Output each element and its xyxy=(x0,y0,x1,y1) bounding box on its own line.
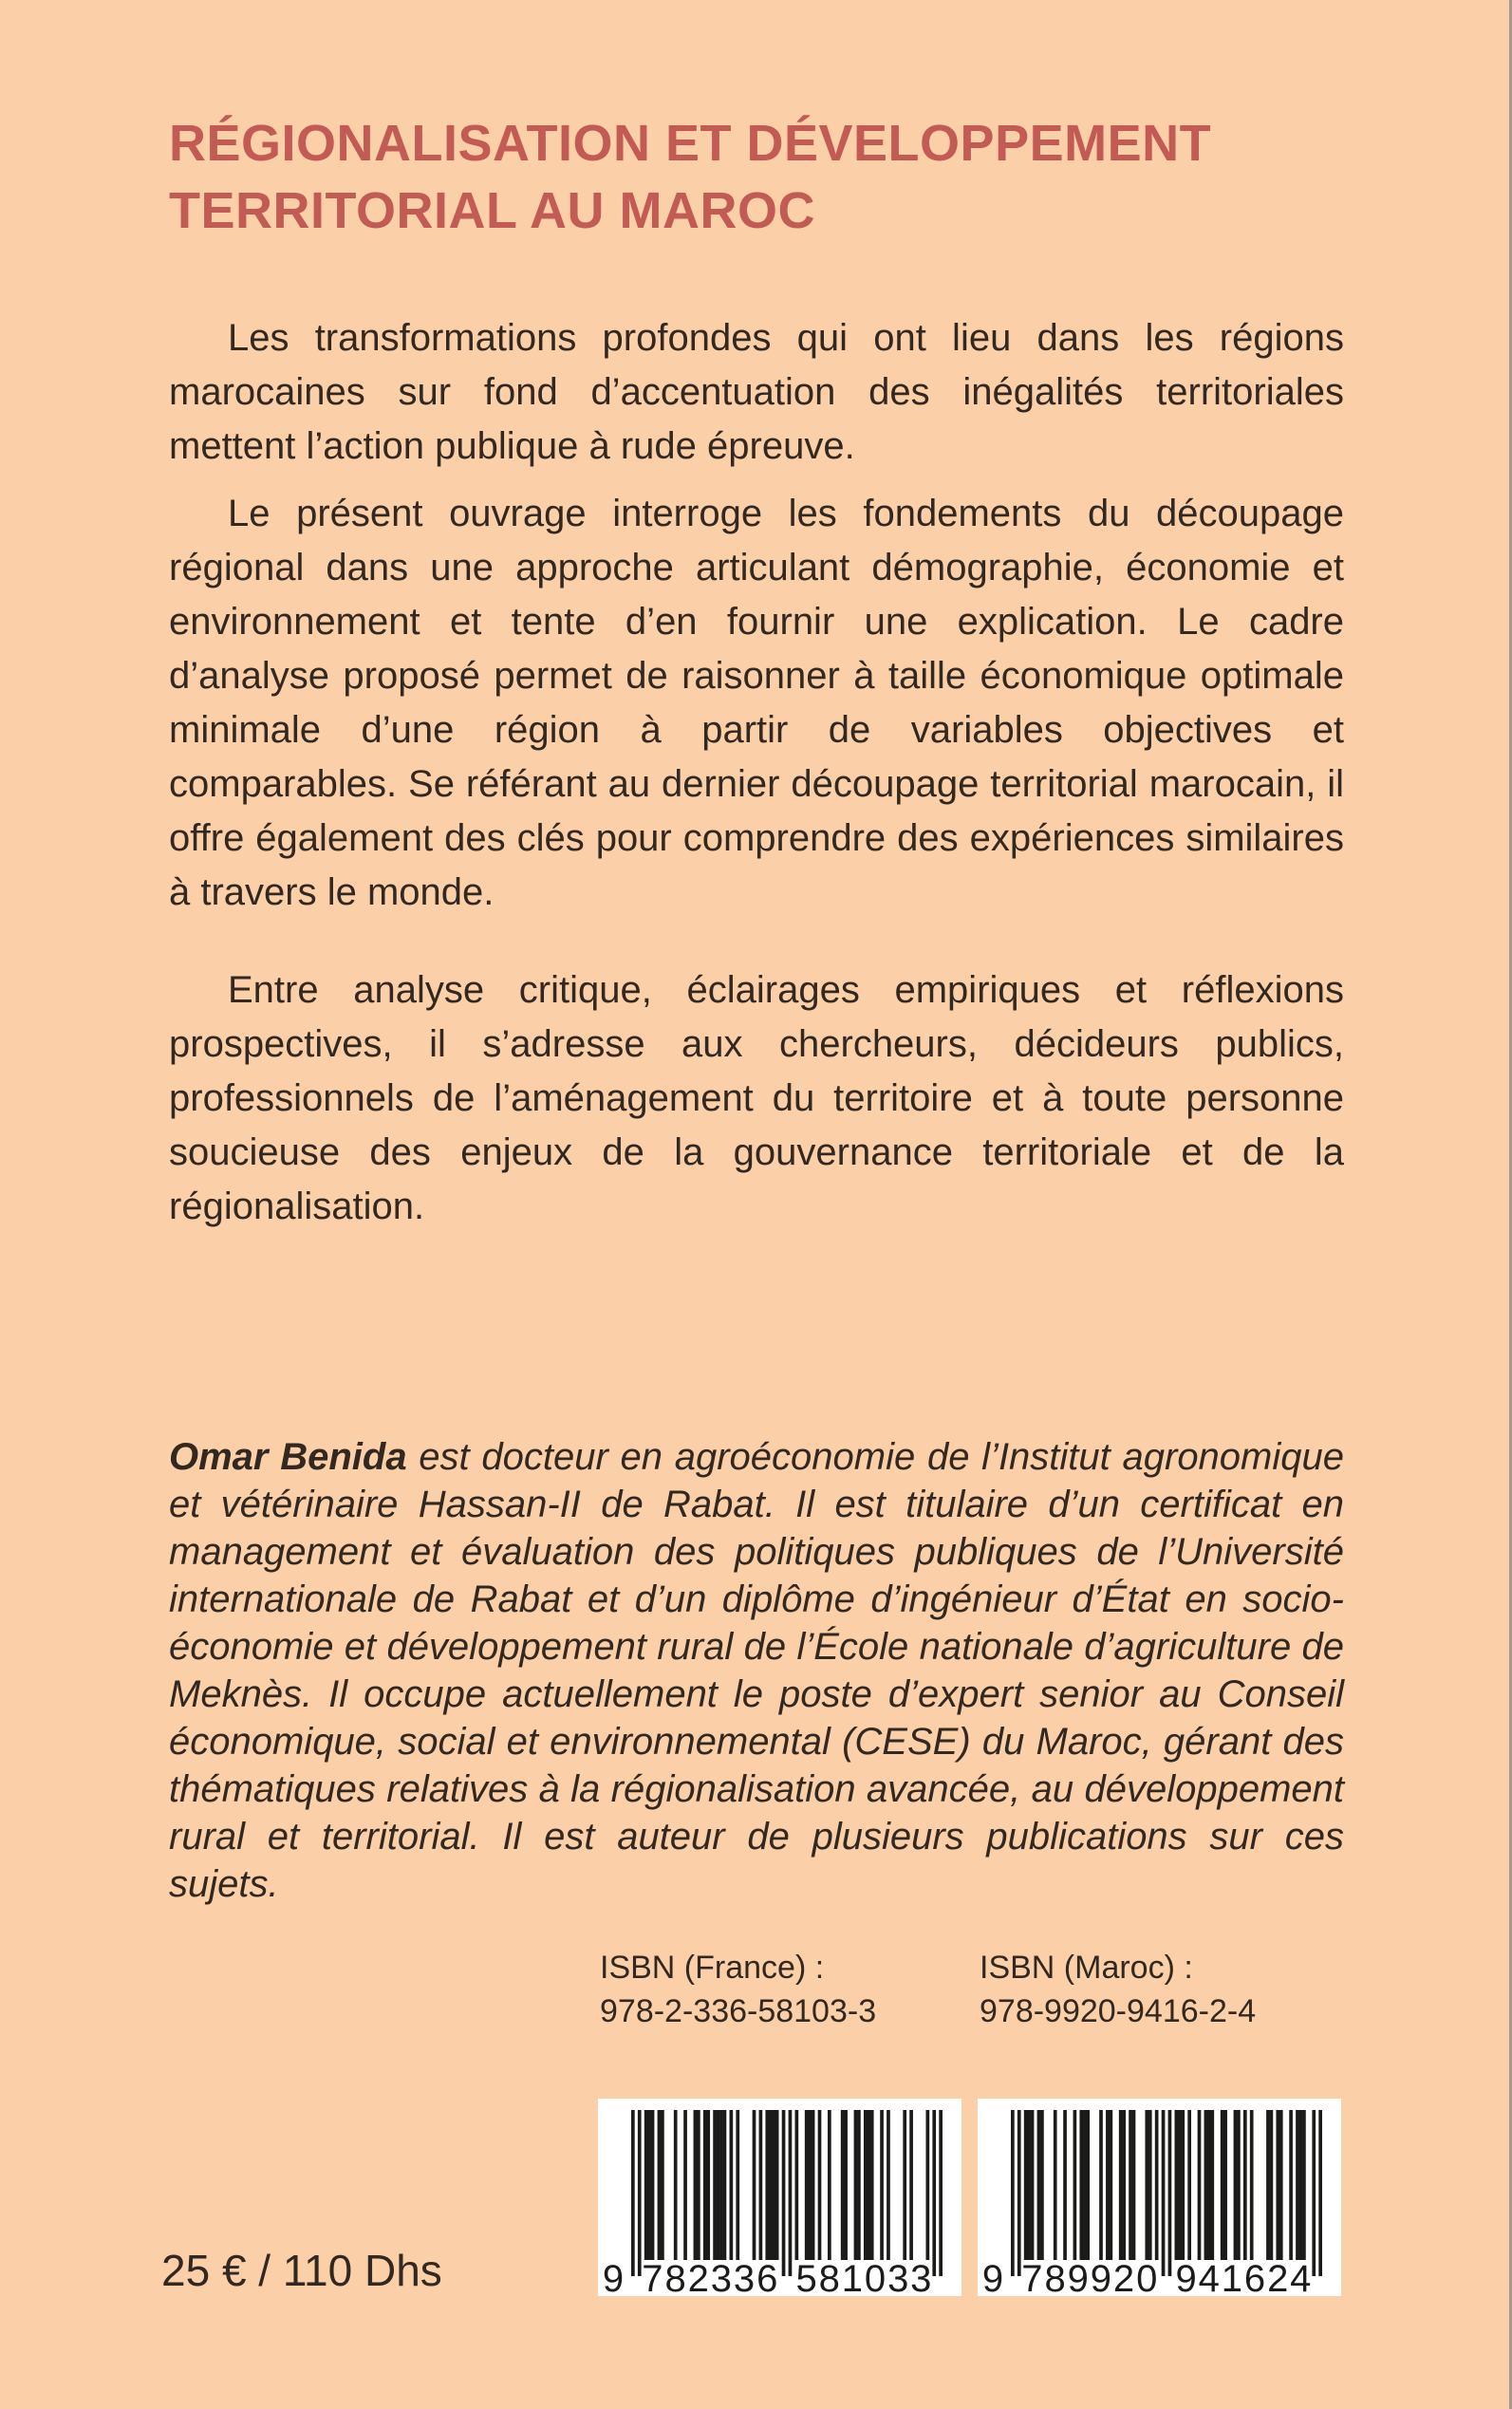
svg-text:7: 7 xyxy=(1021,2258,1043,2296)
svg-text:3: 3 xyxy=(710,2258,733,2296)
svg-text:0: 0 xyxy=(1136,2258,1158,2296)
svg-text:4: 4 xyxy=(1290,2258,1312,2296)
svg-text:9: 9 xyxy=(981,2258,1004,2296)
svg-text:1: 1 xyxy=(1221,2258,1243,2296)
svg-text:2: 2 xyxy=(687,2258,709,2296)
blurb-paragraph-3: Entre analyse critique, éclairages empiriques et réflexions prospectives, il s’adresse aux chercheurs, décideurs publics, professionnels de l’aménagement du territoire et à toute personne soucieuse des enjeux de la gouvernance territoriale et de la régionalisation. xyxy=(169,969,1344,1227)
svg-text:9: 9 xyxy=(602,2258,625,2296)
svg-text:6: 6 xyxy=(756,2258,778,2296)
barcode-france xyxy=(598,2099,961,2296)
svg-text:4: 4 xyxy=(1198,2258,1220,2296)
svg-text:9: 9 xyxy=(1175,2258,1197,2296)
blurb-paragraph-1: Les transformations profondes qui ont lieu dans les régions marocaines sur fond d’accentuation des inégalités territoriales mettent l’action publique à rude épreuve. xyxy=(169,317,1344,467)
book-title-line-2: TERRITORIAL AU MAROC xyxy=(169,182,815,239)
author-name: Omar Benida xyxy=(169,1436,407,1478)
svg-text:1: 1 xyxy=(841,2258,864,2296)
svg-text:0: 0 xyxy=(864,2258,887,2296)
svg-text:6: 6 xyxy=(1243,2258,1266,2296)
svg-text:8: 8 xyxy=(818,2258,840,2296)
svg-text:9: 9 xyxy=(1067,2258,1089,2296)
isbn-maroc-label: ISBN (Maroc) : xyxy=(980,1950,1193,1986)
svg-text:5: 5 xyxy=(795,2258,817,2296)
isbn-france-number: 978-2-336-58103-3 xyxy=(600,1993,877,2029)
isbn-maroc-number: 978-9920-9416-2-4 xyxy=(980,1993,1257,2029)
author-bio xyxy=(169,1433,1344,1908)
price-label: 25 € / 110 Dhs xyxy=(161,2246,442,2295)
isbn-maroc-block xyxy=(980,1946,1256,2033)
blurb-paragraph-2: Le présent ouvrage interroge les fondements du découpage régional dans une approche articulant démographie, économie et environnement et tente d’en fournir une explication. Le cadre d’analyse proposé permet de raisonner à taille économique optimale minimale d’une région à partir de variables objectives et comparables. Se référant au dernier découpage territorial marocain, il offre également des clés pour comprendre des expériences similaires à travers le monde. xyxy=(169,493,1344,913)
svg-text:8: 8 xyxy=(664,2258,686,2296)
svg-text:2: 2 xyxy=(1267,2258,1289,2296)
book-title-line-1: RÉGIONALISATION ET DÉVELOPPEMENT xyxy=(169,115,1212,172)
svg-text:7: 7 xyxy=(642,2258,663,2296)
svg-text:9: 9 xyxy=(1090,2258,1112,2296)
svg-text:2: 2 xyxy=(1112,2258,1135,2296)
isbn-france-block xyxy=(600,1946,876,2033)
svg-text:8: 8 xyxy=(1044,2258,1066,2296)
barcode-maroc xyxy=(978,2099,1341,2296)
author-bio-text: est docteur en agroéconomie de l’Institut agronomique et vétérinaire Hassan-II de Rabat. Il est titulaire d’un certificat en management et évaluation des politiques publiques de l’Université internationale de Rabat et d’un diplôme d’ingénieur d’État en socio-économie et développement rural de l’École nationale d’agriculture de Meknès. Il occupe actuellement le poste d’expert senior au Conseil économique, social et environnemental (CESE) du Maroc, gérant des thématiques relatives à la régionalisation avancée, au développement rural et territorial. Il est auteur de plusieurs publications sur ces sujets. xyxy=(169,1436,1344,1905)
svg-text:3: 3 xyxy=(887,2258,909,2296)
isbn-france-label: ISBN (France) : xyxy=(600,1950,825,1986)
book-title xyxy=(169,110,1403,245)
back-cover-blurb xyxy=(169,311,1344,1247)
svg-text:3: 3 xyxy=(733,2258,756,2296)
svg-text:3: 3 xyxy=(910,2258,932,2296)
